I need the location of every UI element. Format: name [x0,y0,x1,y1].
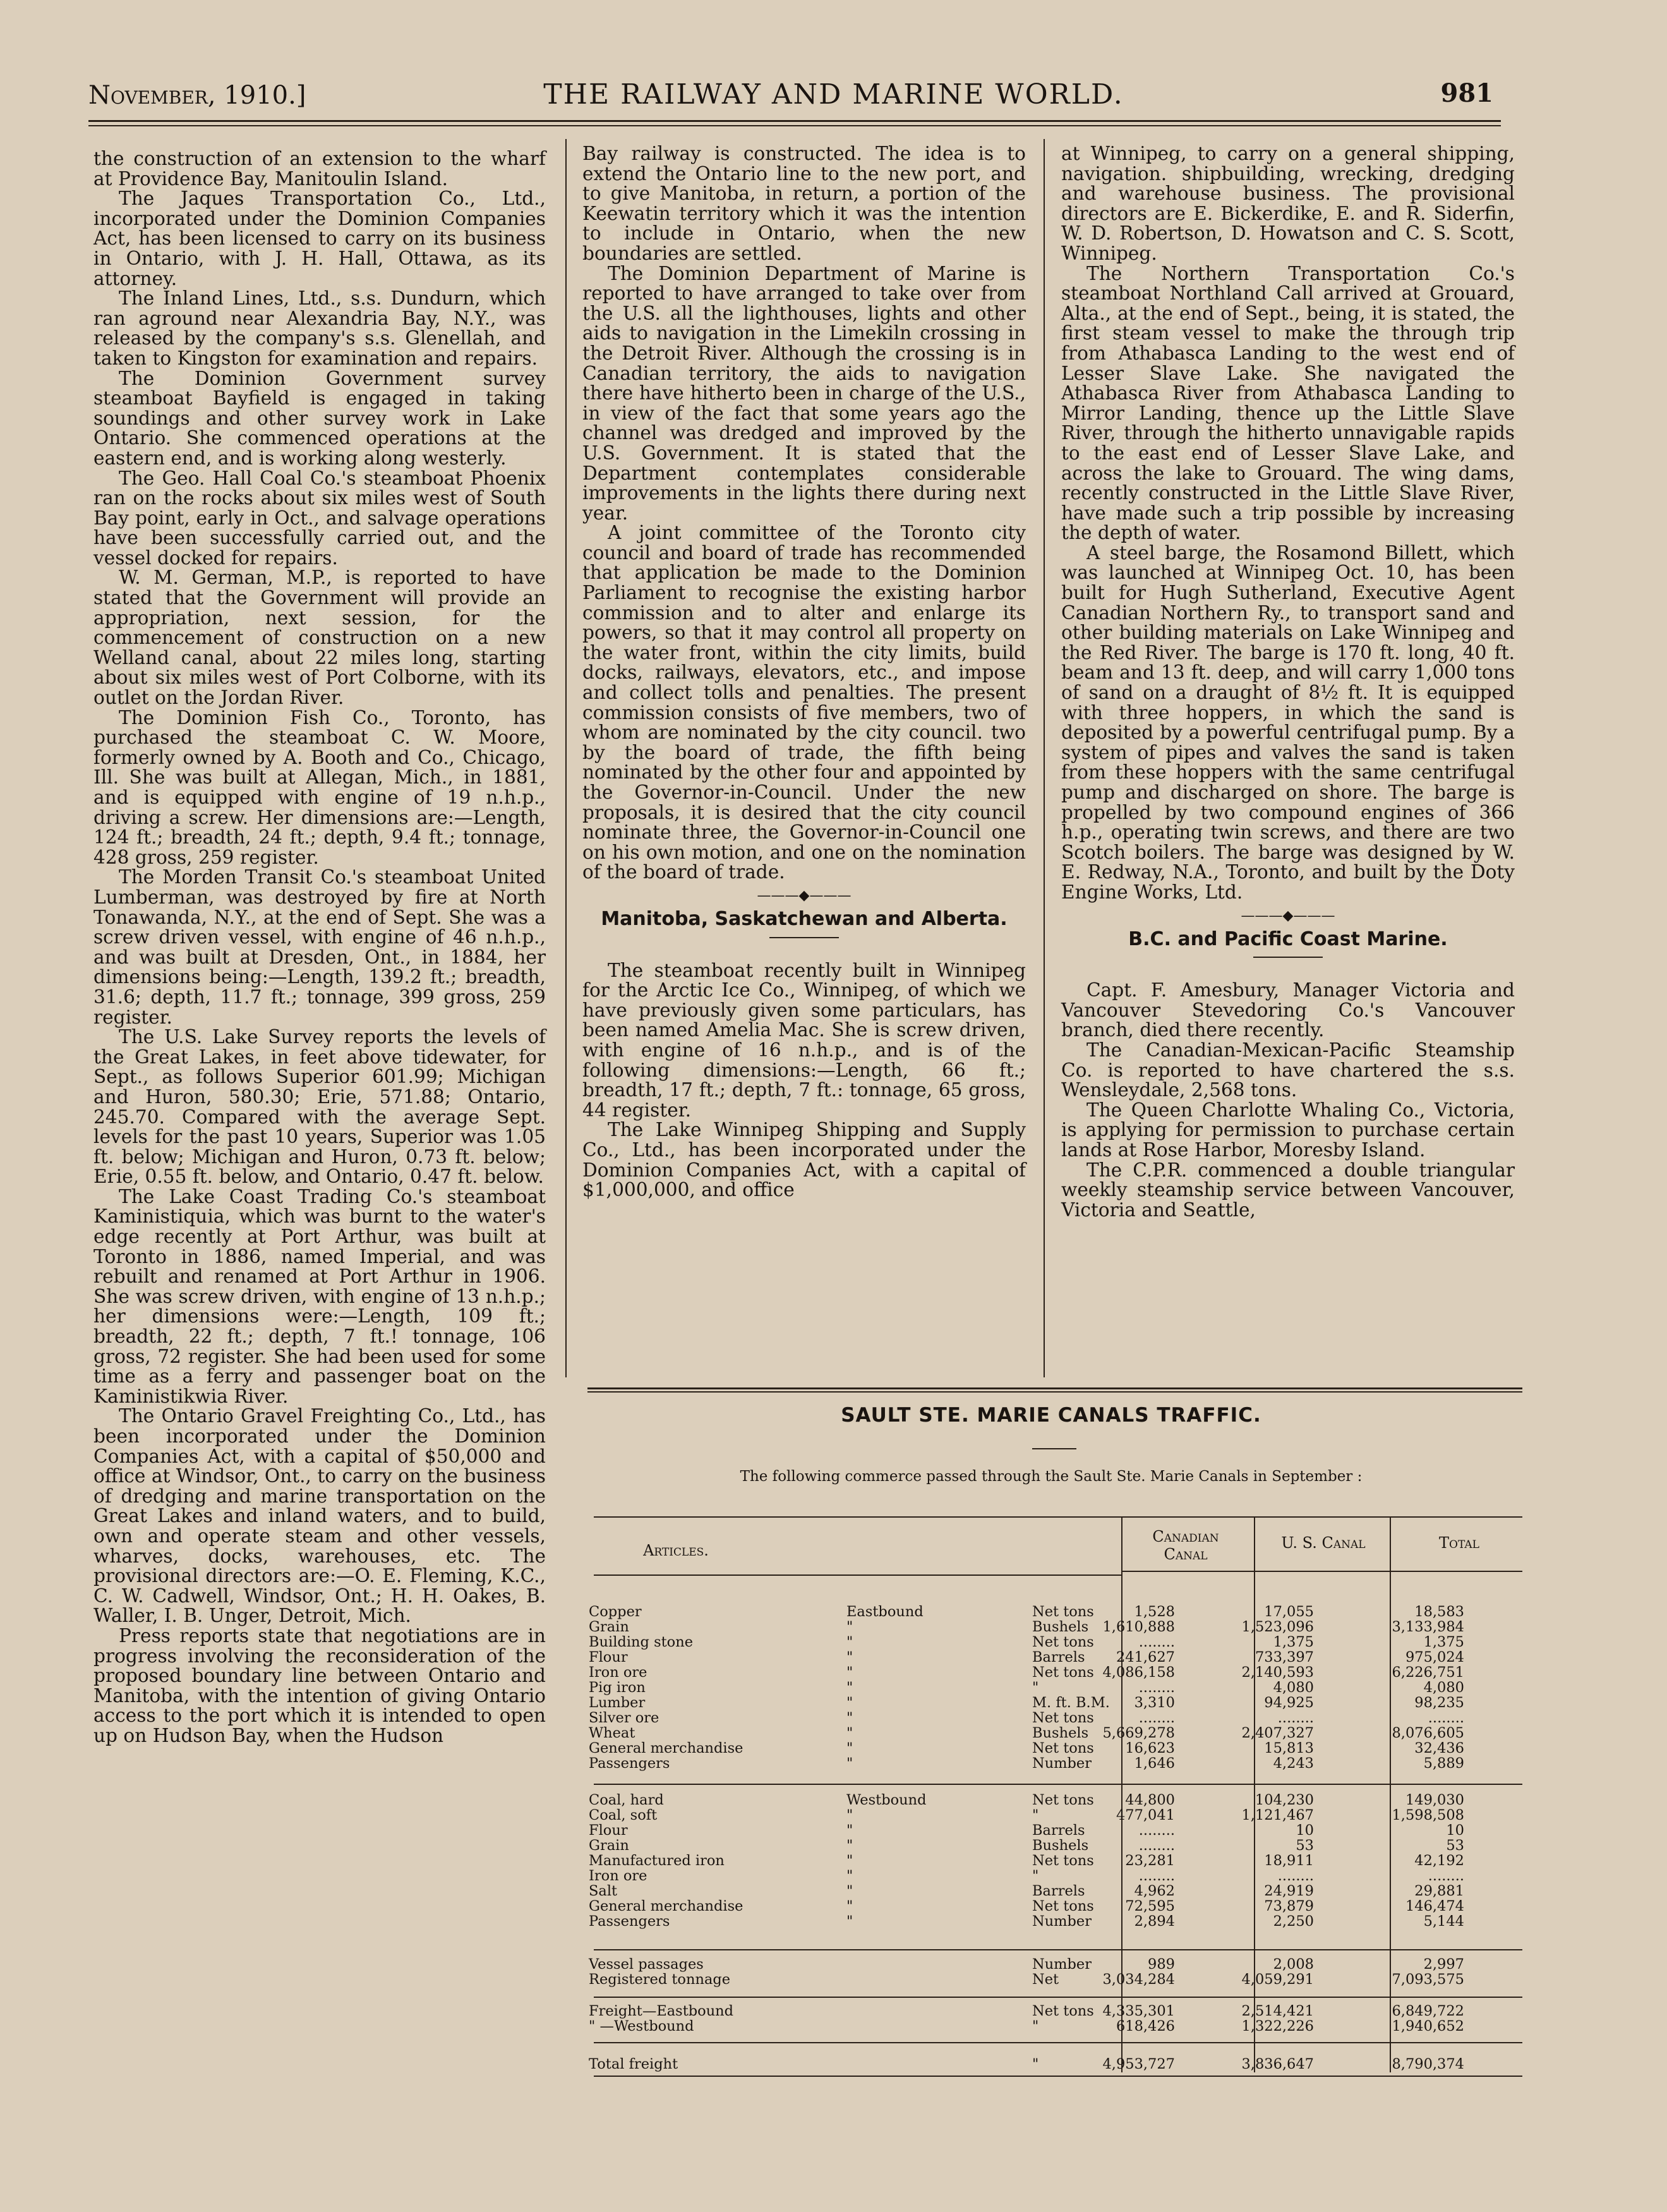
row-unit: Barrels [1032,1883,1085,1899]
row-label: Flour [589,1822,628,1839]
row-total-value: 8,076,605 [1392,1725,1464,1741]
row-total-value: 2,997 [1423,1956,1464,1973]
row-us-value: ........ [1277,1868,1314,1884]
table-row [587,1792,1522,1808]
row-label: Silver ore [589,1710,659,1726]
row-us-value: 2,407,327 [1241,1725,1314,1741]
row-canadian-value: 1,610,888 [1102,1619,1175,1635]
row-us-value: 104,230 [1255,1792,1314,1808]
col-header-total: Total [1439,1534,1479,1552]
paragraph: The Queen Charlotte Whaling Co., Victoria, is applying for permission to purchase certain lands at Rose Harbor, Moresby Island. [1061,1099,1515,1161]
row-direction: " [846,1822,853,1839]
table-caption: The following commerce passed through the Sault Ste. Marie Canals in September : [740,1468,1363,1485]
row-label: Building stone [589,1634,694,1650]
row-label: Freight—Eastbound [589,2003,734,2019]
paragraph: The Morden Transit Co.'s steamboat United Lumberman, was destroyed by fire at North Tonawanda, N.Y., at the end of Sept. She was a screw driven vessel, with engine of 46 n.h.p., and was built at Dresden, Ont., in 1884, her dimensions being:—Length, 139.2 ft.; breadth, 31.6; depth, 11.7 ft.; tonnage, 399 gross, 259 register. [93,866,546,1028]
row-label: Passengers [589,1755,670,1772]
paragraph: W. M. German, M.P., is reported to have stated that the Government will provide an appropriation, next session, for the commencement of construction on a new Welland canal, about 22 miles long, starting about six miles west of Port Colborne, with its outlet on the Jordan River. [93,567,546,709]
row-label: Copper [589,1604,642,1620]
row-unit: Barrels [1032,1822,1085,1839]
section-title: B.C. and Pacific Coast Marine. [1128,928,1448,950]
row-canadian-value: 1,528 [1134,1604,1175,1620]
row-direction: " [846,1755,853,1772]
table-title: SAULT STE. MARIE CANALS TRAFFIC. [841,1404,1261,1427]
row-total-value: 149,030 [1405,1792,1464,1808]
row-total-value: 42,192 [1414,1852,1464,1869]
table-row [587,1649,1522,1665]
row-direction: " [846,1740,853,1756]
row-canadian-value: 72,595 [1125,1898,1175,1914]
row-label: General merchandise [589,1898,743,1914]
row-label: Registered tonnage [589,1971,731,1988]
row-direction: " [846,1883,853,1899]
row-label: Lumber [589,1695,646,1711]
row-label: Wheat [589,1725,635,1741]
table-row [587,1664,1522,1681]
col-header-articles: Articles. [643,1542,709,1559]
header-rule-thin [88,125,1501,126]
paragraph: Bay railway is constructed. The idea is to extend the Ontario line to the new port, and to give Manitoba, in return, a portion of the Keewatin territory which it was the intention to include in Ontario, when the new boundaries are settled. [582,143,1026,264]
row-canadian-value: 477,041 [1116,1807,1175,1823]
row-direction: " [846,1837,853,1854]
table-row [587,1725,1522,1741]
table-row [587,1679,1522,1696]
row-total-value: 29,881 [1414,1883,1464,1899]
row-label: Iron ore [589,1868,647,1884]
row-direction: " [846,1868,853,1884]
paragraph: A steel barge, the Rosamond Billett, which was launched at Winnipeg Oct. 10, has been built for Hugh Sutherland, Executive Agent Canadian Northern Ry., to transport sand and other building materials on Lake Winnipeg and the Red River. The barge is 170 ft. long, 40 ft. beam and 13 ft. deep, and will carry 1,000 tons of sand on a draught of 8½ ft. It is equipped with three hoppers, in which the sand is deposited by a powerful centrifugal pump. By a system of pipes and valves the sand is taken from these hoppers with the same centrifugal pump and discharged on shore. The barge is propelled by two compound engines of 366 h.p., operating twin screws, and there are two Scotch boilers. The barge was designed by W. E. Redway, N.A., Toronto, and built by the Doty Engine Works, Ltd. [1061,541,1515,903]
row-unit: Barrels [1032,1649,1085,1665]
row-unit: Net tons [1032,1898,1094,1914]
table-row [587,1868,1522,1884]
header-title: THE RAILWAY AND MARINE WORLD. [543,78,1124,111]
row-total-value: 98,235 [1414,1695,1464,1711]
row-canadian-value: 3,310 [1134,1695,1175,1711]
row-unit: Number [1032,1956,1092,1973]
row-total-value: 6,849,722 [1392,2003,1464,2019]
paragraph: The U.S. Lake Survey reports the levels of the Great Lakes, in feet above tidewater, for Sept., as follows Superior 601.99; Michigan and Huron, 580.30; Erie, 571.88; Ontario, 245.70. Compared with the average Sept. levels for the past 10 years, Superior was 1.05 ft. below; Michigan and Huron, 0.73 ft. below; Erie, 0.55 ft. below, and Ontario, 0.47 ft. below. [93,1026,546,1188]
paragraph: Capt. F. Amesbury, Manager Victoria and Vancouver Stevedoring Co.'s Vancouver branch, died there recently. [1061,979,1515,1041]
row-label: Salt [589,1883,618,1899]
row-us-value: 24,919 [1264,1883,1314,1899]
row-unit: Net tons [1032,2003,1094,2019]
row-us-value: 4,059,291 [1241,1971,1314,1988]
row-canadian-value: ........ [1138,1837,1175,1854]
section-rule [1253,957,1323,958]
paragraph: The Dominion Fish Co., Toronto, has purchased the steamboat C. W. Moore, formerly owned by A. Booth and Co., Chicago, Ill. She was built at Allegan, Mich., in 1881, and is equipped with engine of 19 n.h.p., driving a screw. Her dimensions are:—Length, 124 ft.; breadth, 24 ft.; depth, 9.4 ft.; tonnage, 428 gross, 259 register. [93,706,546,868]
table-row [587,1883,1522,1899]
header-rule [88,120,1501,122]
paragraph: The Lake Winnipeg Shipping and Supply Co., Ltd., has been incorporated under the Dominion Companies Act, with a capital of $1,000,000, and office [582,1119,1026,1201]
row-unit: " [1032,2018,1039,2034]
row-total-value: 1,940,652 [1392,2018,1464,2034]
header-page-number: 981 [1440,78,1493,108]
row-unit: Net tons [1032,1664,1094,1681]
row-label: Grain [589,1619,629,1635]
row-us-value: 3,836,647 [1241,2056,1314,2072]
table-row [587,1710,1522,1726]
row-total-value: ........ [1428,1710,1464,1726]
row-total-value: 18,583 [1414,1604,1464,1620]
table-row [587,1740,1522,1756]
paragraph: The Lake Coast Trading Co.'s steamboat Kaministiquia, which was burnt to the water's edge recently at Port Arthur, was built at Toronto in 1886, named Imperial, and was rebuilt and renamed at Port Arthur in 1906. She was screw driven, with engine of 13 n.h.p.; her dimensions were:—Length, 109 ft.; breadth, 22 ft.; depth, 7 ft.! tonnage, 106 gross, 72 register. She had been used for some time as a ferry and passenger boat on the Kaministikwia River. [93,1185,546,1407]
row-direction: " [846,1725,853,1741]
row-label: Manufactured iron [589,1852,725,1869]
row-direction: Westbound [846,1792,927,1808]
row-us-value: 4,080 [1273,1679,1314,1696]
row-direction: " [846,1679,853,1696]
row-unit: Number [1032,1913,1092,1930]
column-divider [565,139,567,1377]
table-head-rule2 [594,1574,1121,1576]
row-unit: Bushels [1032,1725,1089,1741]
paragraph: A joint committee of the Toronto city council and board of trade has recommended that application be made to the Dominion Parliament to recognise the existing harbor commission and to alter and enlarge its powers, so that it may control all property on the water front, within the city limits, build docks, railways, elevators, etc., and impose and collect tolls and penalties. The present commission consists of five members, two of whom are nominated by the city council. two by the board of trade, the fifth being nominated by the other four and appointed by the Governor-in-Council. Under the new proposals, it is desired that the city council nominate three, the Governor-in-Council one on his own motion, and one on the nomination of the board of trade. [582,522,1026,883]
section-ornament: ———◆——— [757,887,852,904]
table-row [587,1898,1522,1914]
table-row [587,1604,1522,1620]
paragraph: The Geo. Hall Coal Co.'s steamboat Phoenix ran on the rocks about six miles west of South Bay point, early in Oct., and salvage operations have been successfully carried out, and the vessel docked for repairs. [93,467,546,569]
row-us-value: 4,243 [1273,1755,1314,1772]
title-rule [1032,1448,1076,1449]
row-unit: Net tons [1032,1852,1094,1869]
row-canadian-value: 618,426 [1116,2018,1175,2034]
table-row [587,2056,1522,2072]
row-canadian-value: 4,335,301 [1102,2003,1175,2019]
row-label: Passengers [589,1913,670,1930]
row-canadian-value: 23,281 [1125,1852,1175,1869]
row-total-value: 5,889 [1423,1755,1464,1772]
row-us-value: 1,523,096 [1241,1619,1314,1635]
paragraph: The steamboat recently built in Winnipeg for the Arctic Ice Co., Winnipeg, of which we have previously given some particulars, has been named Amelia Mac. She is screw driven, with engine of 16 n.h.p., and is of the following dimensions:—Length, 66 ft.; breadth, 17 ft.; depth, 7 ft.: tonnage, 65 gross, 44 register. [582,959,1026,1121]
row-label: Coal, hard [589,1792,664,1808]
row-direction: " [846,1664,853,1681]
table-row [587,1822,1522,1839]
row-direction: Eastbound [846,1604,924,1620]
row-total-value: 4,080 [1423,1679,1464,1696]
paragraph: the construction of an extension to the wharf at Providence Bay, Manitoulin Island. [93,148,546,190]
section-title: Manitoba, Saskatchewan and Alberta. [601,907,1008,930]
table-row [587,2018,1522,2034]
row-unit: Net [1032,1971,1059,1988]
header-date: November, 1910.] [88,81,306,110]
group-rule [594,1784,1522,1785]
row-total-value: 32,436 [1414,1740,1464,1756]
row-label: Iron ore [589,1664,647,1681]
row-unit: " [1032,1679,1039,1696]
row-total-value: 1,598,508 [1392,1807,1464,1823]
column-3 [1061,144,1515,1220]
row-direction: " [846,1634,853,1650]
paragraph: The Dominion Government survey steamboat Bayfield is engaged in taking soundings and other survey work in Lake Ontario. She commenced operations at the eastern end, and is working along westerly. [93,367,546,469]
row-canadian-value: 2,894 [1134,1913,1175,1930]
group-rule [594,1997,1522,1998]
row-canadian-value: 989 [1148,1956,1175,1973]
row-total-value: 10 [1446,1822,1464,1839]
row-us-value: 2,008 [1273,1956,1314,1973]
paragraph: The Northern Transportation Co.'s steamboat Northland Call arrived at Grouard, Alta., at the end of Sept., being, it is stated, the first steam vessel to make the through trip from Athabasca Landing to the west end of Lesser Slave Lake. She navigated the Athabasca River from Athabasca Landing to Mirror Landing, thence up the Little Slave River, through the hitherto unnavigable rapids to the east end of Lesser Slave Lake, and across the lake to Grouard. The wing dams, recently constructed in the Little Slave River, have made such a trip possible by increasing the depth of water. [1061,262,1515,544]
table-top-rule-thin [587,1391,1522,1393]
row-canadian-value: 4,953,727 [1102,2056,1175,2072]
row-total-value: 3,133,984 [1392,1619,1464,1635]
row-canadian-value: ........ [1138,1710,1175,1726]
table-row [587,2003,1522,2019]
row-unit: Bushels [1032,1619,1089,1635]
table-row [587,1634,1522,1650]
row-canadian-value: 241,627 [1116,1649,1175,1665]
row-us-value: 73,879 [1264,1898,1314,1914]
row-direction: " [846,1649,853,1665]
row-canadian-value: ........ [1138,1868,1175,1884]
table-head-rule3 [1121,1571,1522,1572]
row-us-value: ........ [1277,1710,1314,1726]
row-us-value: 2,514,421 [1241,2003,1314,2019]
row-total-value: 8,790,374 [1392,2056,1464,2072]
table-row [587,1755,1522,1772]
row-label: Flour [589,1649,628,1665]
row-us-value: 53 [1296,1837,1314,1854]
table-row [587,1695,1522,1711]
paragraph: The Dominion Department of Marine is reported to have arranged to take over from the U.S. all the lighthouses, lights and other aids to navigation in the Limekiln crossing in the Detroit River. Although the crossing is in Canadian territory, the aids to navigation there have hitherto been in charge of the U.S., in view of the fact that some years ago the channel was dredged and improved by the U.S. Government. It is stated that the Department contemplates considerable improvements in the lights there during next year. [582,262,1026,524]
row-canadian-value: 16,623 [1125,1740,1175,1756]
row-unit: Net tons [1032,1604,1094,1620]
row-unit: Net tons [1032,1792,1094,1808]
row-unit: M. ft. B.M. [1032,1695,1110,1711]
paragraph: The Jaques Transportation Co., Ltd., incorporated under the Dominion Companies Act, has been licensed to carry on its business in Ontario, with J. H. Hall, Ottawa, as its attorney. [93,188,546,289]
row-direction: " [846,1710,853,1726]
row-direction: " [846,1619,853,1635]
paragraph: The Ontario Gravel Freighting Co., Ltd., has been incorporated under the Dominion Companies Act, with a capital of $50,000 and office at Windsor, Ont., to carry on the business of dredging and marine transportation on the Great Lakes and inland waters, and to build, own and operate steam and other vessels, wharves, docks, warehouses, etc. The provisional directors are:—O. E. Fleming, K.C., C. W. Cadwell, Windsor, Ont.; H. H. Oakes, B. Waller, I. B. Unger, Detroit, Mich. [93,1405,546,1627]
table-row [587,1913,1522,1930]
row-label: Coal, soft [589,1807,658,1823]
row-total-value: ........ [1428,1868,1464,1884]
row-us-value: 1,322,226 [1241,2018,1314,2034]
row-us-value: 10 [1296,1822,1314,1839]
row-total-value: 5,144 [1423,1913,1464,1930]
row-us-value: 2,140,593 [1241,1664,1314,1681]
table-head-rule [594,1516,1522,1518]
row-unit: Number [1032,1755,1092,1772]
paragraph: at Winnipeg, to carry on a general shipping, navigation. shipbuilding, wrecking, dredging and warehouse business. The provisional directors are E. Bickerdike, E. and R. Siderfin, W. D. Robertson, D. Howatson and C. S. Scott, Winnipeg. [1061,143,1515,264]
row-direction: " [846,1807,853,1823]
row-canadian-value: ........ [1138,1822,1175,1839]
row-label: Pig iron [589,1679,646,1696]
row-total-value: 146,474 [1405,1898,1464,1914]
row-direction: " [846,1695,853,1711]
row-us-value: 1,375 [1273,1634,1314,1650]
row-total-value: 975,024 [1405,1649,1464,1665]
row-unit: Net tons [1032,1710,1094,1726]
row-canadian-value: 3,034,284 [1102,1971,1175,1988]
row-us-value: 17,055 [1264,1604,1314,1620]
row-us-value: 1,121,467 [1241,1807,1314,1823]
row-us-value: 733,397 [1255,1649,1314,1665]
table-row [587,1837,1522,1854]
row-us-value: 15,813 [1264,1740,1314,1756]
group-rule [594,2042,1522,2043]
row-label: " —Westbound [589,2018,694,2034]
row-unit: " [1032,1807,1039,1823]
table-row [587,1807,1522,1823]
column-1 [93,149,546,1746]
col-header-us: U. S. Canal [1281,1534,1366,1552]
row-direction: " [846,1913,853,1930]
row-unit: " [1032,2056,1039,2072]
row-total-value: 6,226,751 [1392,1664,1464,1681]
row-label: Total freight [589,2056,678,2072]
section-rule [769,937,839,938]
col-header-canadian-line1: Canadian [1152,1528,1219,1545]
col-header-canadian [1119,1528,1252,1563]
row-label: Grain [589,1837,629,1854]
row-total-value: 7,093,575 [1392,1971,1464,1988]
row-canadian-value: 1,646 [1134,1755,1175,1772]
row-label: General merchandise [589,1740,743,1756]
row-unit: Net tons [1032,1634,1094,1650]
row-direction: " [846,1898,853,1914]
row-us-value: 2,250 [1273,1913,1314,1930]
row-us-value: 18,911 [1264,1852,1314,1869]
group-rule [594,1949,1522,1950]
row-unit: " [1032,1868,1039,1884]
paragraph: The C.P.R. commenced a double triangular weekly steamship service between Vancouver, Victoria and Seattle, [1061,1159,1515,1221]
section-ornament: ———◆——— [1241,907,1335,924]
paragraph: The Inland Lines, Ltd., s.s. Dundurn, which ran aground near Alexandria Bay, N.Y., was released by the company's s.s. Glenellah, and taken to Kingston for examination and repairs. [93,287,546,369]
row-canadian-value: 4,086,158 [1102,1664,1175,1681]
paragraph: The Canadian-Mexican-Pacific Steamship Co. is reported to have chartered the s.s. Wensleydale, 2,568 tons. [1061,1039,1515,1101]
row-canadian-value: 44,800 [1125,1792,1175,1808]
row-unit: Bushels [1032,1837,1089,1854]
row-total-value: 1,375 [1423,1634,1464,1650]
column-divider [1044,139,1045,1377]
table-top-rule [587,1387,1522,1389]
paragraph: Press reports state that negotiations are in progress involving the reconsideration of the proposed boundary line between Ontario and Manitoba, with the intention of giving Ontario access to the port which it is intended to open up on Hudson Bay, when the Hudson [93,1624,546,1746]
table-row [587,1971,1522,1988]
row-canadian-value: 4,962 [1134,1883,1175,1899]
table-bottom-rule [594,2076,1522,2077]
col-header-canadian-line2: Canal [1164,1545,1208,1563]
table-row [587,1619,1522,1635]
row-canadian-value: 5,669,278 [1102,1725,1175,1741]
row-us-value: 94,925 [1264,1695,1314,1711]
row-unit: Net tons [1032,1740,1094,1756]
row-direction: " [846,1852,853,1869]
column-2 [582,144,1026,1200]
row-label: Vessel passages [589,1956,704,1973]
row-total-value: 53 [1446,1837,1464,1854]
table-row [587,1956,1522,1973]
row-canadian-value: ........ [1138,1634,1175,1650]
row-canadian-value: ........ [1138,1679,1175,1696]
table-row [587,1852,1522,1869]
